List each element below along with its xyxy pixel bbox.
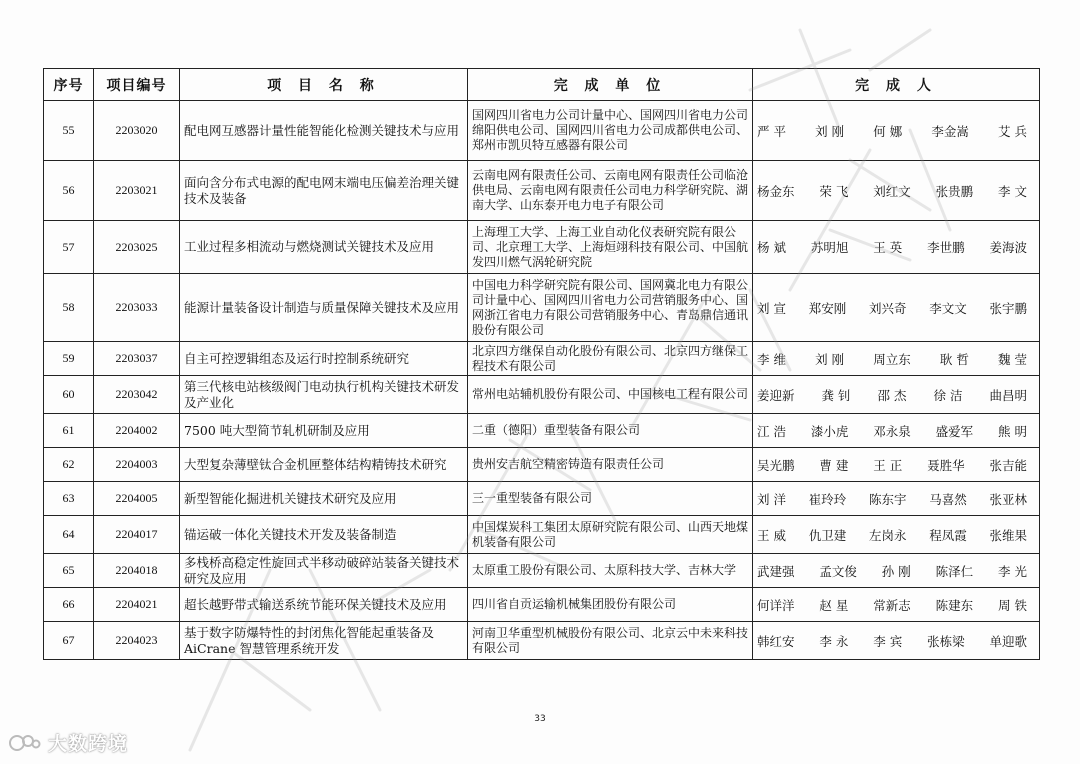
table-row — [44, 161, 1040, 221]
person-name: 单迎歌 — [989, 633, 1027, 649]
person-name: 韩红安 — [757, 633, 795, 649]
person-name: 魏 莹 — [997, 351, 1027, 367]
completion-people — [753, 554, 1040, 588]
person-name: 漆小虎 — [810, 423, 849, 439]
project-name: 工业过程多相流动与燃烧测试关键技术及应用 — [180, 221, 468, 274]
table-header-row — [44, 69, 1040, 101]
person-name: 李世鹏 — [927, 240, 965, 255]
person-name: 李文文 — [929, 300, 967, 316]
completion-unit: 太原重工股份有限公司、太原科技大学、吉林大学 — [468, 554, 753, 588]
person-name: 艾 兵 — [997, 123, 1027, 139]
row-number: 66 — [44, 588, 94, 622]
person-name: 郑安刚 — [808, 300, 847, 316]
table-row — [44, 414, 1040, 448]
person-name: 李金嵩 — [931, 123, 969, 139]
person-name: 李 文 — [997, 183, 1027, 199]
person-name: 王 威 — [757, 527, 786, 543]
completion-people — [753, 448, 1040, 482]
person-name: 严 平 — [757, 123, 786, 139]
project-code: 2204005 — [94, 482, 180, 516]
row-number: 57 — [44, 221, 94, 274]
header-unit: 完 成 单 位 — [468, 69, 753, 101]
completion-people — [753, 101, 1040, 161]
person-name: 杨金东 — [757, 183, 795, 199]
person-name: 刘 刚 — [815, 351, 845, 367]
table-row — [44, 101, 1040, 161]
person-name: 姜海波 — [989, 240, 1027, 255]
table-body — [44, 101, 1040, 660]
people-list — [757, 596, 1035, 614]
project-code: 2204021 — [94, 588, 180, 622]
person-name: 赵 星 — [819, 597, 849, 613]
person-name: 李 永 — [819, 633, 849, 649]
project-code: 2203033 — [94, 274, 180, 342]
completion-people — [753, 221, 1040, 274]
project-code: 2203021 — [94, 161, 180, 221]
person-name: 马喜然 — [929, 491, 967, 507]
person-name: 曲昌明 — [989, 387, 1027, 403]
person-name: 刘 宣 — [757, 300, 786, 316]
table-row — [44, 274, 1040, 342]
completion-unit: 三一重型装备有限公司 — [468, 482, 753, 516]
person-name: 武建强 — [757, 563, 795, 579]
project-name: 超长越野带式输送系统节能环保关键技术及应用 — [180, 588, 468, 622]
row-number: 59 — [44, 342, 94, 376]
project-code: 2203025 — [94, 221, 180, 274]
completion-people — [753, 482, 1040, 516]
people-list — [757, 562, 1035, 580]
person-name: 刘兴奇 — [868, 300, 907, 316]
person-name: 仇卫建 — [808, 527, 847, 543]
person-name: 邓永泉 — [873, 423, 911, 439]
row-number: 55 — [44, 101, 94, 161]
person-name: 张贵鹏 — [935, 183, 974, 199]
person-name: 周立东 — [873, 351, 911, 367]
people-list — [757, 386, 1035, 404]
project-code: 2204018 — [94, 554, 180, 588]
row-number: 63 — [44, 482, 94, 516]
completion-unit: 中国煤炭科工集团太原研究院有限公司、山西天地煤机装备有限公司 — [468, 516, 753, 554]
project-name: 7500 吨大型简节轧机研制及应用 — [180, 414, 468, 448]
person-name: 孟文俊 — [819, 563, 857, 579]
person-name: 吴光鹏 — [757, 457, 795, 473]
header-code: 项目编号 — [94, 69, 180, 101]
row-number: 58 — [44, 274, 94, 342]
project-code: 2203037 — [94, 342, 180, 376]
table-row — [44, 376, 1040, 414]
completion-unit: 国网四川省电力公司计量中心、国网四川省电力公司绵阳供电公司、国网四川省电力公司成都供电公司、郑州市凯贝特互感器有限公司 — [468, 101, 753, 161]
brand-text: 大数跨境 — [48, 733, 129, 755]
project-name: 锚运破一体化关键技术开发及装备制造 — [180, 516, 468, 554]
people-list — [757, 632, 1035, 650]
header-no: 序号 — [44, 69, 94, 101]
table-row — [44, 221, 1040, 274]
person-name: 陈建东 — [935, 597, 974, 613]
completion-people — [753, 516, 1040, 554]
brand-watermark — [8, 729, 128, 756]
person-name: 李 宾 — [873, 633, 903, 649]
project-name: 面向含分布式电源的配电网末端电压偏差治理关键技术及装备 — [180, 161, 468, 221]
person-name: 刘 刚 — [815, 123, 845, 139]
person-name: 李 光 — [997, 563, 1027, 579]
row-number: 56 — [44, 161, 94, 221]
person-name: 何详洋 — [757, 597, 795, 613]
project-name: 配电网互感器计量性能智能化检测关键技术与应用 — [180, 101, 468, 161]
completion-unit: 四川省自贡运输机械集团股份有限公司 — [468, 588, 753, 622]
project-name: 多栈桥高稳定性旋回式半移动破碎站装备关键技术研究及应用 — [180, 554, 468, 588]
person-name: 聂胜华 — [927, 457, 965, 473]
person-name: 张栋梁 — [927, 633, 965, 649]
people-list — [757, 490, 1035, 508]
project-name: 能源计量装备设计制造与质量保障关键技术及应用 — [180, 274, 468, 342]
person-name: 李 维 — [757, 351, 786, 367]
person-name: 刘红文 — [873, 183, 911, 199]
completion-unit: 常州电站辅机股份有限公司、中国核电工程有限公司 — [468, 376, 753, 414]
completion-people — [753, 274, 1040, 342]
person-name: 盛爱军 — [935, 423, 974, 439]
person-name: 张吉能 — [989, 457, 1027, 473]
project-code: 2203020 — [94, 101, 180, 161]
person-name: 陈泽仁 — [935, 563, 974, 579]
people-list — [757, 456, 1035, 474]
people-list — [757, 350, 1035, 368]
person-name: 周 铁 — [997, 597, 1027, 613]
person-name: 苏明旭 — [810, 240, 849, 255]
header-people: 完 成 人 — [753, 69, 1040, 101]
page-number: 33 — [534, 714, 546, 724]
person-name: 熊 明 — [997, 423, 1027, 439]
completion-people — [753, 622, 1040, 660]
person-name: 程凤霞 — [929, 527, 967, 543]
person-name: 杨 斌 — [757, 240, 786, 255]
row-number: 62 — [44, 448, 94, 482]
person-name: 崔玲玲 — [808, 491, 847, 507]
row-number: 61 — [44, 414, 94, 448]
person-name: 邵 杰 — [877, 387, 907, 403]
table-row — [44, 342, 1040, 376]
project-name: 自主可控逻辑组态及运行时控制系统研究 — [180, 342, 468, 376]
person-name: 左岗永 — [868, 527, 907, 543]
people-list — [757, 182, 1035, 200]
completion-unit: 北京四方继保自动化股份有限公司、北京四方继保工程技术有限公司 — [468, 342, 753, 376]
person-name: 姜迎新 — [757, 387, 795, 403]
completion-people — [753, 376, 1040, 414]
awards-table — [43, 68, 1040, 660]
table-row — [44, 448, 1040, 482]
completion-unit: 河南卫华重型机械股份有限公司、北京云中未来科技有限公司 — [468, 622, 753, 660]
person-name: 陈东宇 — [868, 491, 907, 507]
people-list — [757, 422, 1035, 440]
project-name: 第三代核电站核级阀门电动执行机构关键技术研发及产业化 — [180, 376, 468, 414]
people-list — [757, 526, 1035, 544]
project-name: 新型智能化掘进机关键技术研究及应用 — [180, 482, 468, 516]
project-code: 2204017 — [94, 516, 180, 554]
project-code: 2204023 — [94, 622, 180, 660]
project-name: 基于数字防爆特性的封闭焦化智能起重装备及 AiCrane 智慧管理系统开发 — [180, 622, 468, 660]
people-list — [757, 122, 1035, 140]
person-name: 徐 洁 — [933, 387, 963, 403]
person-name: 荣 飞 — [819, 183, 849, 199]
person-name: 王 正 — [873, 457, 903, 473]
completion-unit: 上海理工大学、上海工业自动化仪表研究院有限公司、北京理工大学、上海烜翊科技有限公司、中国航发四川燃气涡轮研究院 — [468, 221, 753, 274]
table-row — [44, 482, 1040, 516]
project-code: 2204003 — [94, 448, 180, 482]
completion-people — [753, 161, 1040, 221]
completion-people — [753, 588, 1040, 622]
person-name: 孙 刚 — [881, 563, 911, 579]
table-row — [44, 516, 1040, 554]
people-list — [757, 299, 1035, 317]
person-name: 江 浩 — [757, 423, 786, 439]
row-number: 67 — [44, 622, 94, 660]
completion-unit: 中国电力科学研究院有限公司、国网冀北电力有限公司计量中心、国网四川省电力公司营销服务中心、国网浙江省电力有限公司营销服务中心、青岛鼎信通讯股份有限公司 — [468, 274, 753, 342]
project-code: 2203042 — [94, 376, 180, 414]
header-project-name: 项 目 名 称 — [180, 69, 468, 101]
project-name: 大型复杂薄壁钛合金机匣整体结构精铸技术研究 — [180, 448, 468, 482]
person-name: 曹 建 — [819, 457, 849, 473]
project-code: 2204002 — [94, 414, 180, 448]
person-name: 刘 洋 — [757, 491, 786, 507]
row-number: 64 — [44, 516, 94, 554]
person-name: 张宇鹏 — [989, 300, 1027, 316]
brand-logo-icon — [8, 732, 42, 754]
table-row — [44, 588, 1040, 622]
person-name: 常新志 — [873, 597, 911, 613]
completion-people — [753, 342, 1040, 376]
completion-people — [753, 414, 1040, 448]
completion-unit: 二重（德阳）重型装备有限公司 — [468, 414, 753, 448]
row-number: 65 — [44, 554, 94, 588]
person-name: 张亚林 — [989, 491, 1027, 507]
row-number: 60 — [44, 376, 94, 414]
person-name: 何 娜 — [873, 123, 903, 139]
completion-unit: 云南电网有限责任公司、云南电网有限责任公司临沧供电局、云南电网有限责任公司电力科学研究院、湖南大学、山东泰开电力电子有限公司 — [468, 161, 753, 221]
completion-unit: 贵州安吉航空精密铸造有限责任公司 — [468, 448, 753, 482]
person-name: 耿 哲 — [939, 351, 969, 367]
people-list — [757, 238, 1035, 256]
table-row — [44, 622, 1040, 660]
person-name: 龚 钊 — [821, 387, 851, 403]
person-name: 张维果 — [989, 527, 1027, 543]
table-row — [44, 554, 1040, 588]
person-name: 王 英 — [873, 240, 903, 255]
